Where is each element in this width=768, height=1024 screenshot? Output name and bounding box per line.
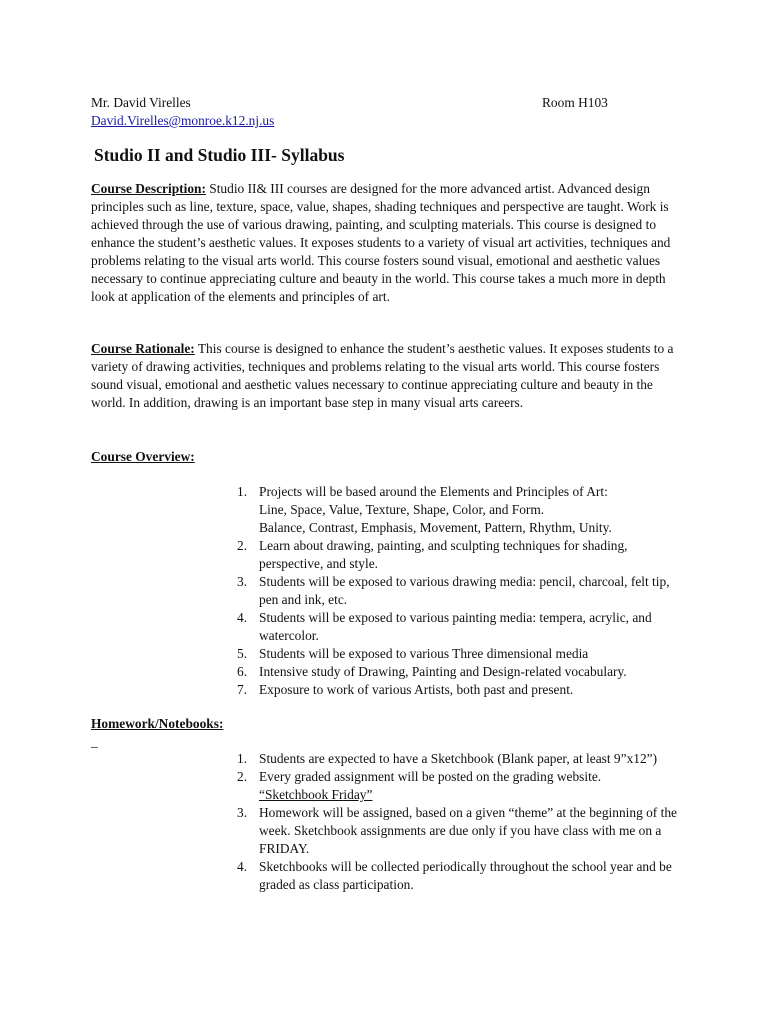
room-number: Room H103 xyxy=(542,95,608,110)
list-number: 2. xyxy=(237,538,248,553)
course-rationale-text: This course is designed to enhance the student’s aesthetic values. It exposes students to a variety of drawing activities, techniques and problems relating to the visual arts world. This course fosters sound visual, emotional and aesthetic values necessary to continue appreciating culture and beauty in the world. In addition, drawing is an important base step in many visual arts careers. xyxy=(91,341,674,410)
list-number: 4. xyxy=(237,859,248,874)
list-item-text: Every graded assignment will be posted on the grading website. xyxy=(259,769,602,784)
homework-heading xyxy=(91,715,681,733)
list-item-text: Exposure to work of various Artists, both past and present. xyxy=(259,682,574,697)
list-item-text: Students are expected to have a Sketchbook (Blank paper, at least 9”x12”) xyxy=(259,751,658,766)
course-rationale xyxy=(91,340,681,412)
list-item xyxy=(232,681,682,699)
list-item-text: Projects will be based around the Elements and Principles of Art: xyxy=(259,484,608,499)
list-item-text: Students will be exposed to various drawing media: pencil, charcoal, felt tip, pen and ink, etc. xyxy=(259,574,670,607)
list-number: 7. xyxy=(237,682,248,697)
list-item-text: Sketchbooks will be collected periodically throughout the school year and be graded as class participation. xyxy=(259,859,672,892)
list-item xyxy=(232,804,682,858)
list-number: 3. xyxy=(237,574,248,589)
list-item xyxy=(232,858,682,894)
list-number: 4. xyxy=(237,610,248,625)
course-description-label: Course Description: xyxy=(91,181,206,196)
teacher-name: Mr. David Virelles xyxy=(91,95,191,110)
list-item-text: Balance, Contrast, Emphasis, Movement, Pattern, Rhythm, Unity. xyxy=(259,520,612,535)
course-rationale-label: Course Rationale: xyxy=(91,341,195,356)
list-number: 5. xyxy=(237,646,248,661)
list-item xyxy=(232,645,682,663)
list-number: 1. xyxy=(237,751,248,766)
course-overview-label: Course Overview: xyxy=(91,449,195,464)
homework-dash: _ xyxy=(91,734,98,749)
list-item-text: Homework will be assigned, based on a given “theme” at the beginning of the week. Sketchbook assignments are due only if you have class with me on a FRIDAY. xyxy=(259,805,677,856)
list-item xyxy=(232,573,682,609)
list-item xyxy=(232,537,682,573)
list-item xyxy=(232,609,682,645)
list-item xyxy=(232,768,682,804)
list-item xyxy=(232,750,682,768)
list-number: 3. xyxy=(237,805,248,820)
list-item-text: Intensive study of Drawing, Painting and Design-related vocabulary. xyxy=(259,664,627,679)
teacher-email-link[interactable]: David.Virelles@monroe.k12.nj.us xyxy=(91,113,275,128)
list-number: 6. xyxy=(237,664,248,679)
page-title: Studio II and Studio III- Syllabus xyxy=(94,145,345,165)
homework-list xyxy=(232,750,682,894)
course-overview-list xyxy=(232,483,682,699)
list-item xyxy=(232,483,682,537)
course-description-text: Studio II& III courses are designed for the more advanced artist. Advanced design principles such as line, texture, space, value, shapes, shading techniques and perspective are taught. Work is achieved through the use of various drawing, painting, and sculpting materials. This course is designed to enhance the student’s aesthetic values. It exposes students to a variety of visual art activities, techniques and problems relating to the visual arts world. This course fosters sound visual, emotional and aesthetic values necessary to continue appreciating culture and beauty in the world. This course takes a much more in depth look at application of the elements and principles of art. xyxy=(91,181,671,304)
course-description xyxy=(91,180,681,306)
list-item-text: Students will be exposed to various Three dimensional media xyxy=(259,646,589,661)
sketchbook-friday-link[interactable]: “Sketchbook Friday” xyxy=(259,787,373,802)
course-overview-heading xyxy=(91,448,681,466)
list-number: 1. xyxy=(237,484,248,499)
list-item xyxy=(232,663,682,681)
list-item-text: Learn about drawing, painting, and sculpting techniques for shading, perspective, and style. xyxy=(259,538,628,571)
list-item-text: Students will be exposed to various painting media: tempera, acrylic, and watercolor. xyxy=(259,610,652,643)
list-item-text: Line, Space, Value, Texture, Shape, Color, and Form. xyxy=(259,502,545,517)
homework-label: Homework/Notebooks: xyxy=(91,716,224,731)
list-number: 2. xyxy=(237,769,248,784)
